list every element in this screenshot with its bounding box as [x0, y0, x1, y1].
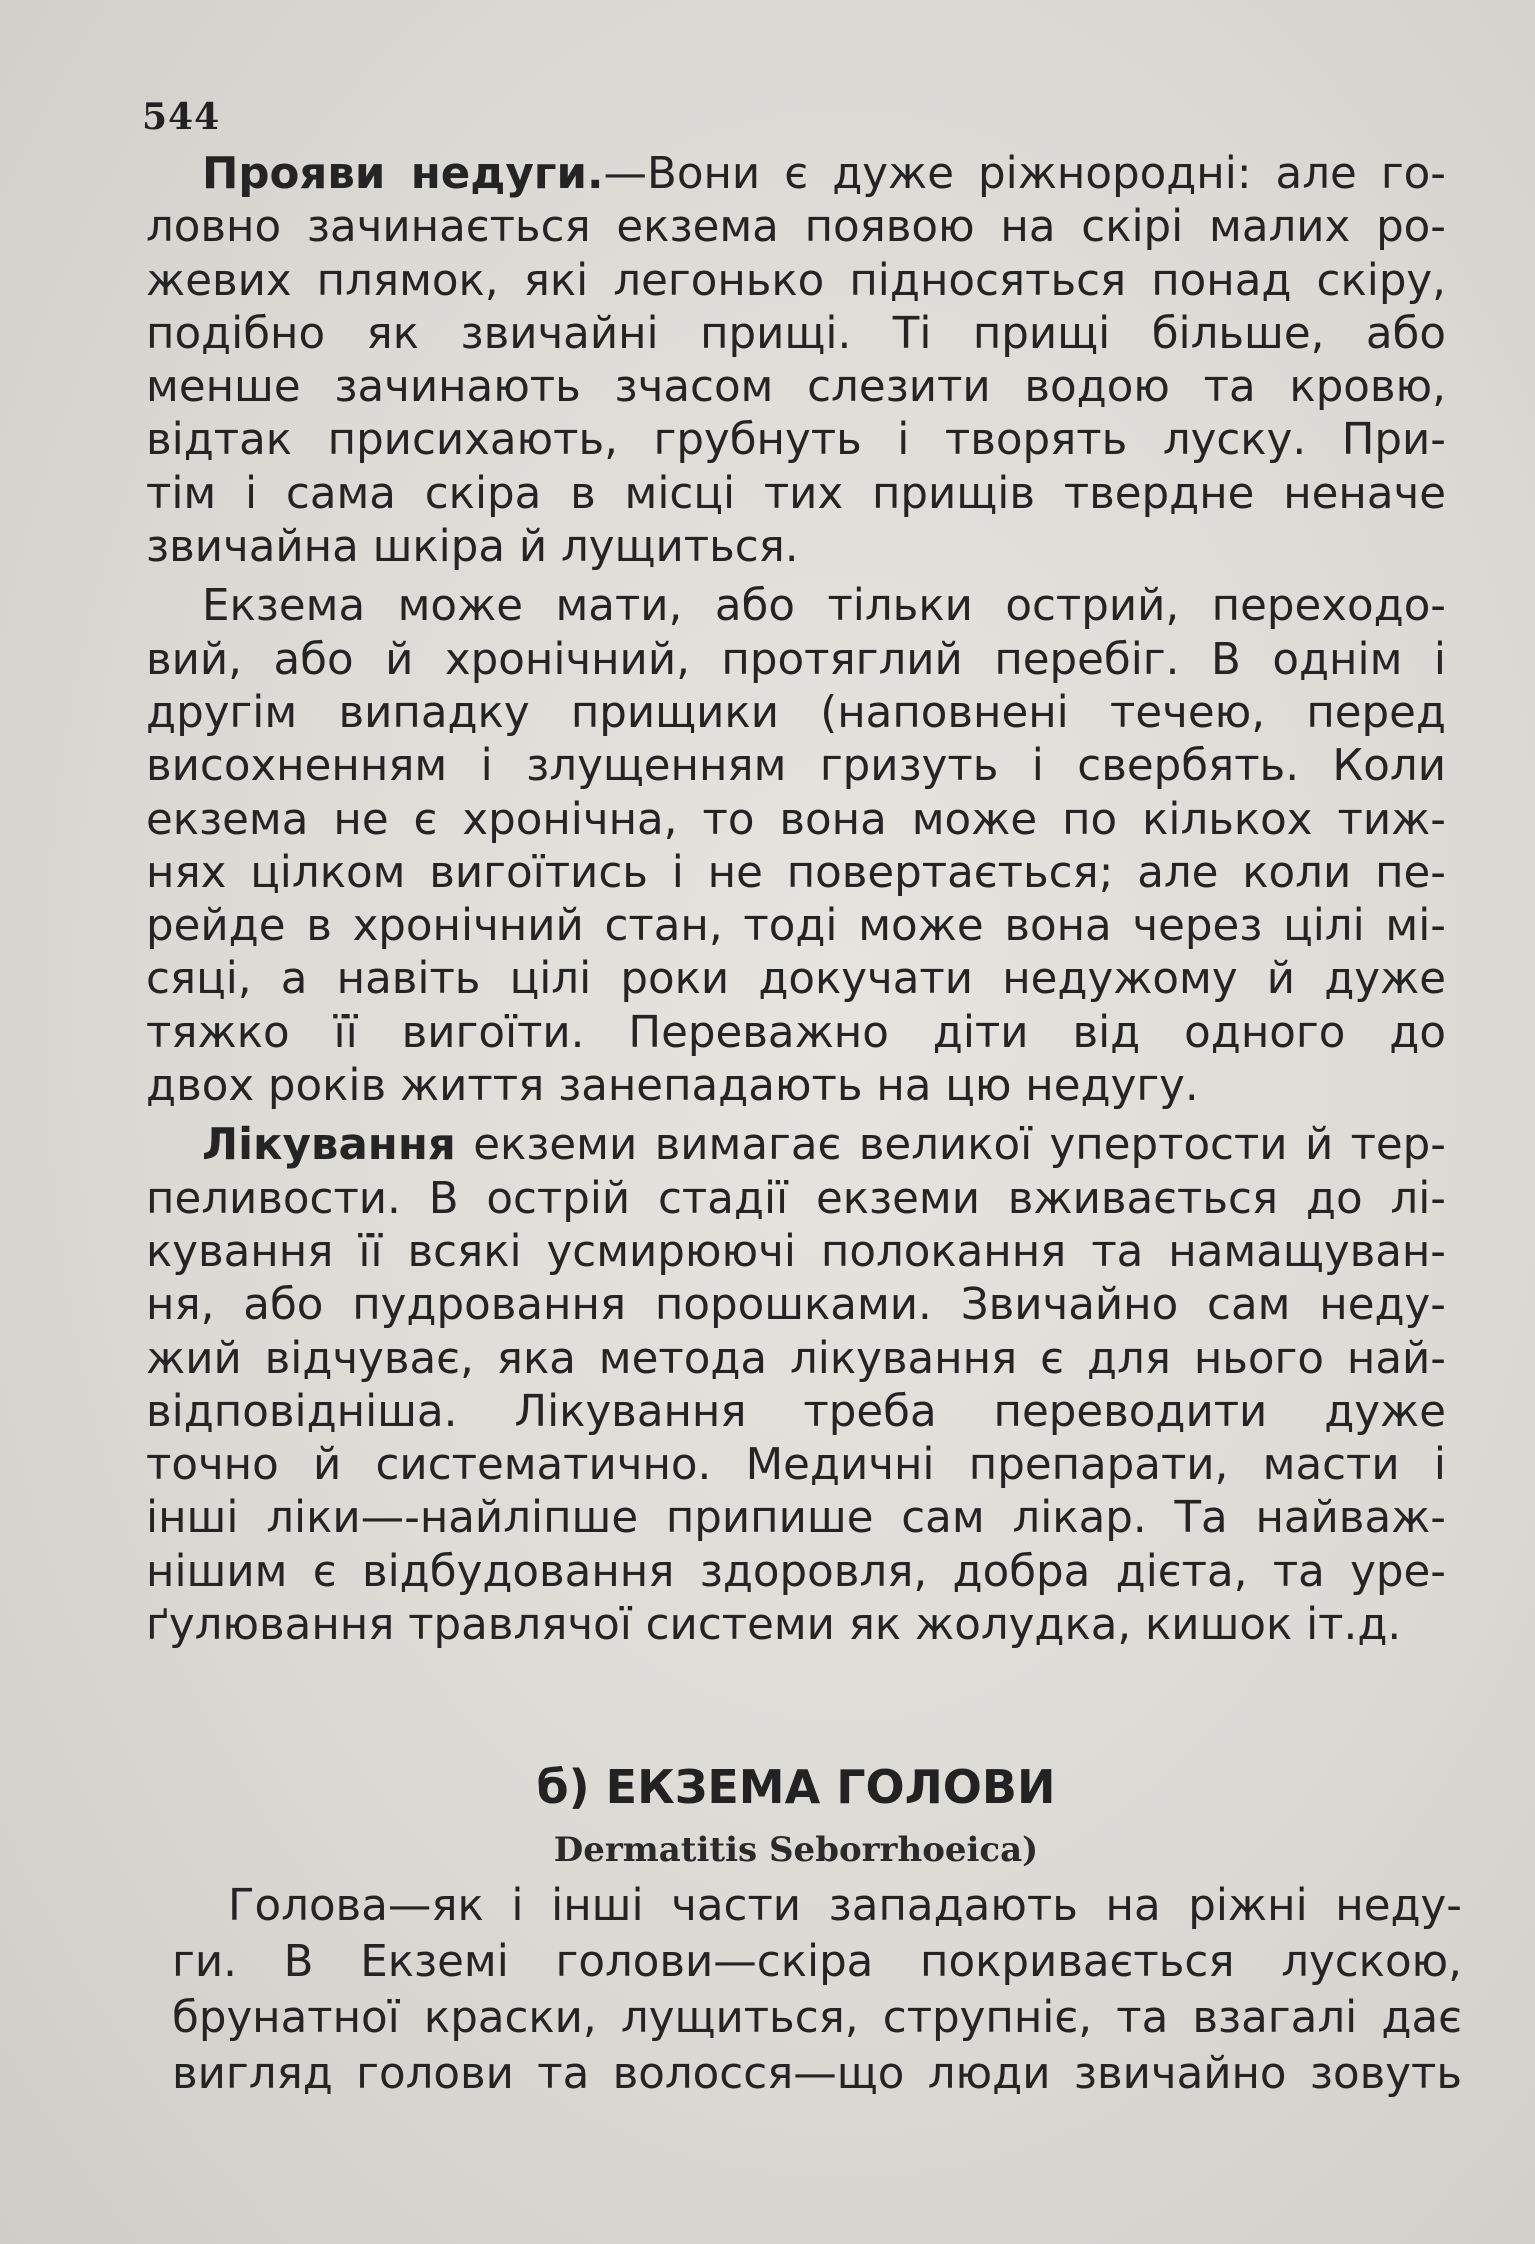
- text-line: ґулювання травлячої системи як жолудка, кишок іт.д.: [146, 1600, 1402, 1651]
- text-line: пеливости. В острій стадії екземи вживається до лі-: [146, 1173, 1446, 1224]
- text-line: кування її всякі усмирюючі полокання та намащуван-: [146, 1226, 1446, 1277]
- text-line: висохненням і злущенням гризуть і свербять. Коли: [146, 741, 1446, 792]
- text-line: сяці, а навіть цілі роки докучати недужому й дуже: [146, 954, 1446, 1005]
- text-line: екзема не є хронічна, то вона може по кількох тиж-: [146, 794, 1446, 845]
- lead-heading-symptoms: Прояви недуги.: [202, 149, 604, 199]
- text-line: Лікування екземи вимагає великої упертости й тер-: [202, 1120, 1446, 1171]
- text-line: нях цілком вигоїтись і не повертається; але коли пе-: [146, 847, 1446, 898]
- text-line: інші ліки—-найліпше припише сам лікар. Та найваж-: [146, 1493, 1446, 1544]
- text-line: подібно як звичайні прищі. Ті прищі більше, або: [146, 308, 1446, 359]
- text-line: відповідніша. Лікування треба переводити дуже: [146, 1386, 1446, 1437]
- paragraph-symptoms: [146, 148, 1446, 574]
- paragraph-treatment: [146, 1119, 1446, 1652]
- text-line: Голова—як і інші части западають на ріжні неду-: [228, 1881, 1462, 1931]
- text-line: звичайна шкіра й лущиться.: [146, 522, 799, 573]
- text-line: тім і сама скіра в місці тих прищів твердне неначе: [146, 468, 1446, 519]
- text-line: Екзема може мати, або тільки острий, переходо-: [202, 581, 1446, 632]
- text-line: жевих плямок, які легонько підносяться понад скіру,: [146, 255, 1446, 306]
- text-line: вигляд голови та волосся—що люди звичайно зовуть: [172, 2049, 1462, 2099]
- text-line: менше зачинають зчасом слезити водою та кровю,: [146, 362, 1446, 413]
- text-line: ловно зачинається екзема появою на скірі малих ро-: [146, 202, 1446, 253]
- section-text: [172, 1878, 1462, 2102]
- page-number: 544: [142, 96, 221, 138]
- text-line: тяжко її вигоїти. Переважно діти від одного до: [146, 1007, 1446, 1058]
- section-title: б) ЕКЗЕМА ГОЛОВИ: [536, 1760, 1056, 1814]
- text-line: ги. В Екземі голови—скіра покривається лускою,: [172, 1937, 1462, 1987]
- text-line: нішим є відбудовання здоровля, добра дієта, та уре-: [146, 1546, 1446, 1597]
- text-line: точно й систематично. Медичні препарати, масти і: [146, 1440, 1446, 1491]
- text-line: ня, або пудровання порошками. Звичайно сам неду-: [146, 1280, 1446, 1331]
- text-line: вий, або й хронічний, протяглий перебіг. В однім і: [146, 634, 1446, 685]
- text-line: другім випадку прищики (наповнені течею, перед: [146, 687, 1446, 738]
- text-line: жий відчуває, яка метода лікування є для нього най-: [146, 1333, 1446, 1384]
- section-subtitle: Dermatitis Seborrhoeica): [553, 1830, 1039, 1870]
- text-line: двох років життя занепадають на цю недугу.: [146, 1061, 1199, 1112]
- paragraph-head-eczema: [172, 1878, 1462, 2102]
- text-line: відтак присихають, грубнуть і творять луску. При-: [146, 415, 1446, 466]
- main-text: [146, 148, 1446, 1652]
- paragraph-course: [146, 580, 1446, 1113]
- text-line: Прояви недуги.—Вони є дуже ріжнородні: але го-: [202, 149, 1446, 199]
- lead-heading-treatment: Лікування: [202, 1120, 456, 1171]
- text-line: рейде в хронічний стан, тоді може вона через цілі мі-: [146, 901, 1446, 952]
- text-line: брунатної краски, лущиться, струпніє, та взагалі дає: [172, 1993, 1462, 2043]
